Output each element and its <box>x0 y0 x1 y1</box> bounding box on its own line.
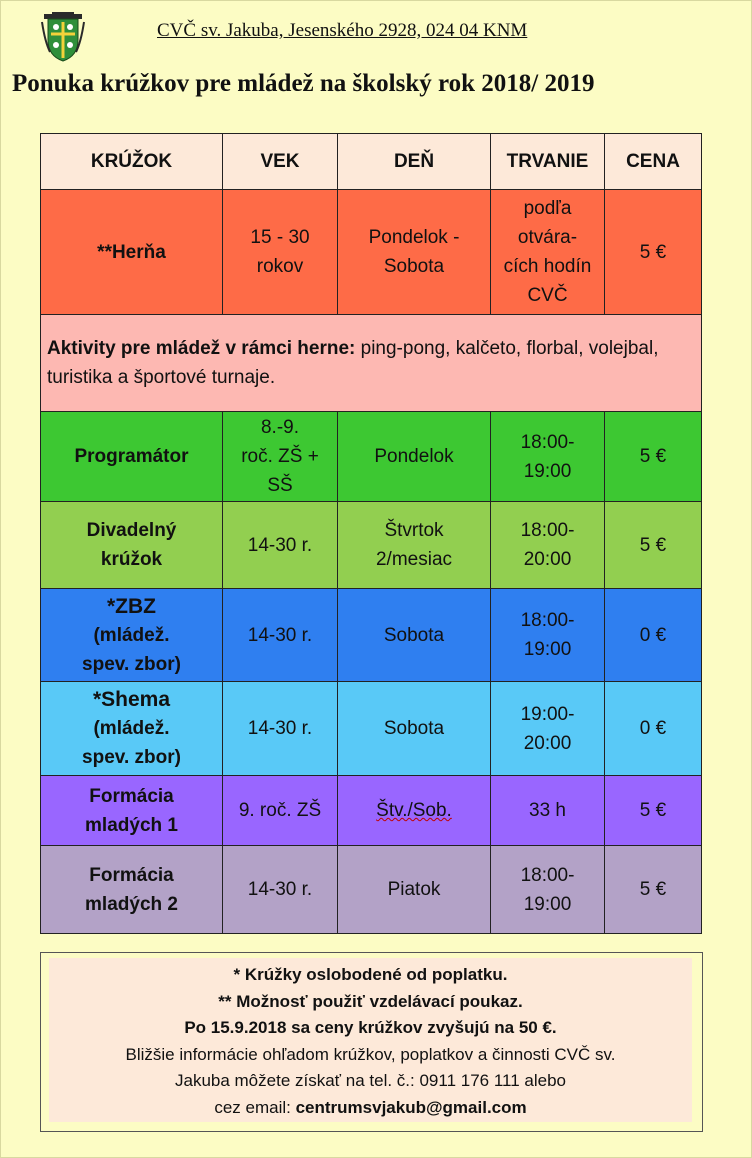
table-row-zbz <box>41 589 702 682</box>
column-header-day: DEŇ <box>338 134 491 190</box>
duration-line: 19:00 <box>523 639 572 660</box>
age-line: rokov <box>256 256 304 277</box>
duration-line: 20:00 <box>523 549 572 570</box>
club-price: 5 € <box>605 190 702 315</box>
club-price: 0 € <box>605 589 702 682</box>
club-age: 14-30 r. <box>223 589 338 682</box>
club-name-text: **Herňa <box>97 241 166 263</box>
duration-line: 19:00- <box>520 703 575 725</box>
day-line: 2/mesiac <box>375 549 453 570</box>
club-name-line: *Shema <box>92 688 171 711</box>
club-age <box>223 190 338 315</box>
club-name-line: krúžok <box>100 549 163 570</box>
duration-line: 18:00- <box>520 431 575 453</box>
club-price: 5 € <box>605 846 702 934</box>
parish-coat-of-arms-logo <box>40 12 86 62</box>
club-age: 9. roč. ZŠ <box>223 776 338 846</box>
duration-line: CVČ <box>527 285 568 306</box>
club-duration <box>491 502 605 589</box>
club-price: 5 € <box>605 502 702 589</box>
club-day <box>338 502 491 589</box>
club-name <box>41 682 223 776</box>
herna-activities-label: Aktivity pre mládež v rámci herne: <box>47 338 356 359</box>
club-duration: 33 h <box>491 776 605 846</box>
footnotes-box <box>40 952 703 1132</box>
club-price: 0 € <box>605 682 702 776</box>
club-age <box>223 412 338 502</box>
club-duration <box>491 412 605 502</box>
herna-activities-text <box>41 315 702 412</box>
clubs-offer-table <box>40 133 702 934</box>
club-name-line: mladých 2 <box>85 893 178 915</box>
column-header-price: CENA <box>605 134 702 190</box>
club-name <box>41 589 223 682</box>
table-row-herna-activities <box>41 315 702 412</box>
day-line: Pondelok - <box>368 227 460 248</box>
table-header-row <box>41 134 702 190</box>
club-name-line: spev. zbor) <box>82 747 181 768</box>
club-name-line: mladých 1 <box>85 814 178 836</box>
club-name-line: Formácia <box>89 785 174 807</box>
email-label: cez email: <box>214 1097 296 1117</box>
table-row-shema <box>41 682 702 776</box>
organization-address: CVČ sv. Jakuba, Jesenského 2928, 024 04 KNM <box>157 20 528 41</box>
club-day: Sobota <box>338 589 491 682</box>
club-name-line: (mládež. <box>93 718 170 739</box>
footnotes-content <box>49 958 692 1122</box>
column-header-duration: TRVANIE <box>491 134 605 190</box>
club-name-line: spev. zbor) <box>82 653 181 675</box>
duration-line: 19:00 <box>523 460 572 482</box>
club-day: Piatok <box>338 846 491 934</box>
duration-line: otvára- <box>517 227 578 248</box>
footnote-email-line <box>49 1095 692 1122</box>
club-name-line: *ZBZ <box>107 594 156 618</box>
table-row-programator <box>41 412 702 502</box>
day-line: Sobota <box>383 256 445 277</box>
duration-line: 18:00- <box>520 520 575 541</box>
table-row-formacia-1 <box>41 776 702 846</box>
duration-line: 20:00 <box>523 732 572 754</box>
age-line: roč. ZŠ + <box>241 446 319 467</box>
club-day: Sobota <box>338 682 491 776</box>
club-price: 5 € <box>605 412 702 502</box>
age-line: SŠ <box>267 475 293 496</box>
club-duration <box>491 190 605 315</box>
club-price: 5 € <box>605 776 702 846</box>
club-name-line: Formácia <box>89 864 174 886</box>
club-name <box>41 190 223 315</box>
club-day <box>338 776 491 846</box>
footnote-phone: Jakuba môžete získať na tel. č.: 0911 176 111 alebo <box>174 1071 567 1090</box>
duration-line: podľa <box>523 198 572 219</box>
duration-line: 18:00- <box>520 610 575 631</box>
club-name <box>41 776 223 846</box>
duration-line: 19:00 <box>523 893 572 915</box>
duration-line: cích hodín <box>503 256 592 277</box>
club-name: Programátor <box>41 412 223 502</box>
club-duration <box>491 846 605 934</box>
column-header-club: KRÚŽOK <box>41 134 223 190</box>
footnote-free-clubs: * Krúžky oslobodené od poplatku. <box>233 965 508 984</box>
footnote-more-info: Bližšie informácie ohľadom krúžkov, poplatkov a činnosti CVČ sv. <box>125 1044 616 1064</box>
table-row-formacia-2 <box>41 846 702 934</box>
page-title: Ponuka krúžkov pre mládež na školský rok 2018/ 2019 <box>12 70 595 97</box>
column-header-age: VEK <box>223 134 338 190</box>
club-age: 14-30 r. <box>223 846 338 934</box>
table-row-herna <box>41 190 702 315</box>
club-duration <box>491 682 605 776</box>
age-line: 8.-9. <box>260 417 300 438</box>
club-age: 14-30 r. <box>223 682 338 776</box>
club-age: 14-30 r. <box>223 502 338 589</box>
day-line: Štvrtok <box>384 520 444 541</box>
club-day <box>338 190 491 315</box>
club-name <box>41 502 223 589</box>
duration-line: 18:00- <box>520 864 575 886</box>
footnote-price-increase: Po 15.9.2018 sa ceny krúžkov zvyšujú na 50 €. <box>184 1018 557 1037</box>
herna-activities-list: ping-pong, kalčeto, florbal, volejbal, turistika a športové turnaje. <box>47 338 659 388</box>
club-day: Pondelok <box>338 412 491 502</box>
club-duration <box>491 589 605 682</box>
day-text: Štv./Sob. <box>376 800 452 821</box>
table-row-divadelny <box>41 502 702 589</box>
club-name-line: Divadelný <box>86 520 177 541</box>
footnote-education-voucher: ** Možnosť použiť vzdelávací poukaz. <box>218 991 523 1011</box>
club-name <box>41 846 223 934</box>
age-line: 15 - 30 <box>250 227 310 248</box>
email-address: centrumsvjakub@gmail.com <box>295 1097 527 1117</box>
club-name-line: (mládež. <box>93 624 170 646</box>
